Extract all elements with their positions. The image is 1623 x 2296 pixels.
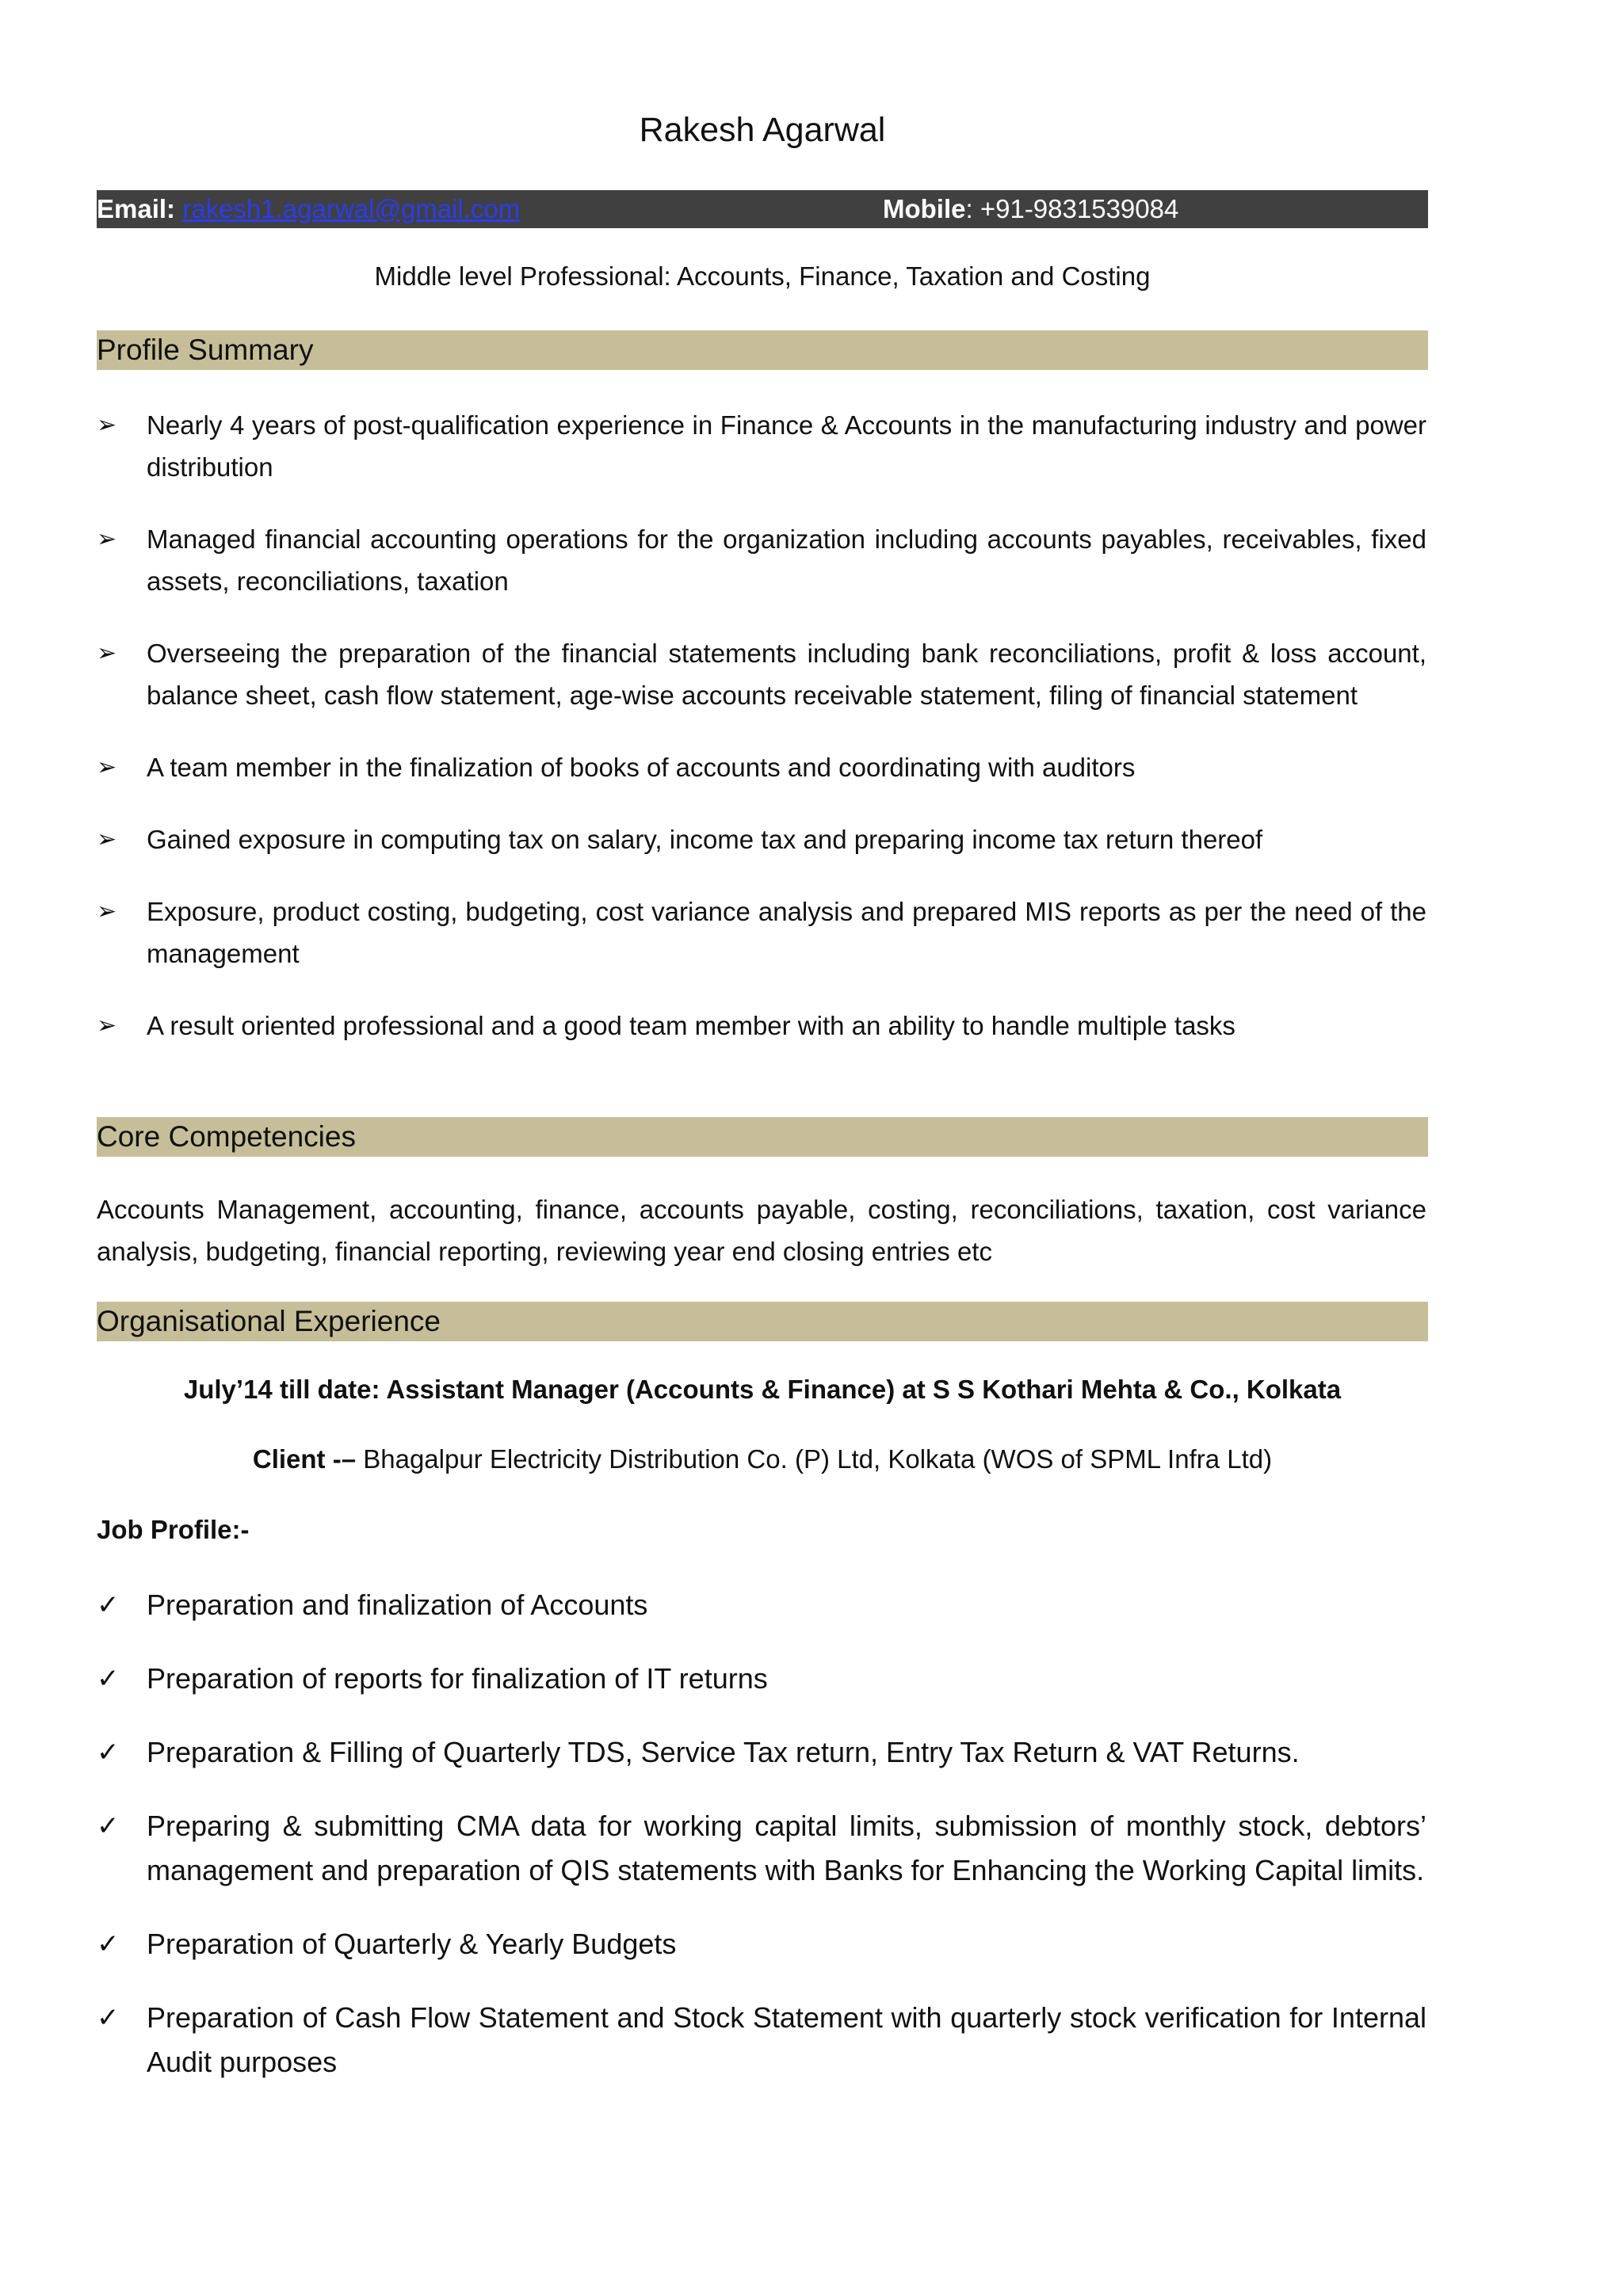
arrow-bullet-icon: ➢ xyxy=(97,898,117,925)
arrow-bullet-icon: ➢ xyxy=(97,640,117,666)
client-label: Client -– xyxy=(252,1444,357,1474)
list-item xyxy=(97,891,1426,974)
checkmark-icon: ✓ xyxy=(97,1664,120,1694)
list-item xyxy=(97,1657,1426,1701)
job-profile-list xyxy=(97,1583,1426,2084)
list-item xyxy=(97,818,1426,860)
mobile-value: : +91-9831539084 xyxy=(965,194,1179,223)
checkmark-icon: ✓ xyxy=(97,1590,120,1620)
core-competencies-text: Accounts Management, accounting, finance, accounts payable, costing, reconciliations, taxation, cost variance analysis, budgeting, financial reporting, reviewing year end closing entries etc xyxy=(97,1195,1426,1266)
mobile-label: Mobile xyxy=(883,194,966,223)
list-item-text: A result oriented professional and a good team member with an ability to handle multiple tasks xyxy=(147,1011,1235,1040)
list-item xyxy=(97,1730,1426,1775)
arrow-bullet-icon: ➢ xyxy=(97,412,117,438)
professional-tagline: Middle level Professional: Accounts, Finance, Taxation and Costing xyxy=(374,261,1151,291)
section-heading-profile-summary: Profile Summary xyxy=(97,330,1428,370)
email-label: Email: xyxy=(97,194,176,223)
list-item-text: Gained exposure in computing tax on salary, income tax and preparing income tax return thereof xyxy=(147,825,1263,854)
job-profile-label: Job Profile:- xyxy=(97,1515,250,1544)
list-item xyxy=(97,1005,1426,1047)
client-value: Bhagalpur Electricity Distribution Co. (P) Ltd, Kolkata (WOS of SPML Infra Ltd) xyxy=(356,1444,1273,1474)
section-heading-core-competencies: Core Competencies xyxy=(97,1117,1428,1157)
list-item-text: Preparation & Filling of Quarterly TDS, Service Tax return, Entry Tax Return & VAT Returns. xyxy=(147,1736,1300,1768)
list-item-text: Nearly 4 years of post-qualification experience in Finance & Accounts in the manufacturing industry and power distribution xyxy=(147,410,1426,482)
list-item-text: Preparation and finalization of Accounts xyxy=(147,1589,648,1621)
list-item-text: Exposure, product costing, budgeting, cost variance analysis and prepared MIS reports as per the need of the management xyxy=(147,897,1426,968)
list-item xyxy=(97,404,1426,488)
list-item-text: Preparing & submitting CMA data for working capital limits, submission of monthly stock, debtors’ management and preparation of QIS statements with Banks for Enhancing the Working Capital limits. xyxy=(147,1810,1426,1886)
email-block xyxy=(97,190,520,228)
contact-bar xyxy=(97,190,1428,228)
list-item xyxy=(97,632,1426,716)
checkmark-icon: ✓ xyxy=(97,1811,120,1841)
list-item xyxy=(97,1996,1426,2084)
client-line xyxy=(0,1444,1525,1474)
list-item xyxy=(97,1922,1426,1966)
list-item xyxy=(97,746,1426,788)
checkmark-icon: ✓ xyxy=(97,1929,120,1959)
profile-summary-list xyxy=(97,404,1426,1047)
section-heading-organisational-experience: Organisational Experience xyxy=(97,1302,1428,1341)
list-item xyxy=(97,1804,1426,1893)
list-item-text: Preparation of Quarterly & Yearly Budgets xyxy=(147,1928,677,1960)
candidate-name: Rakesh Agarwal xyxy=(639,111,886,149)
arrow-bullet-icon: ➢ xyxy=(97,526,117,552)
list-item-text: Preparation of Cash Flow Statement and Stock Statement with quarterly stock verification for Internal Audit purposes xyxy=(147,2001,1426,2078)
list-item xyxy=(97,518,1426,602)
list-item-text: A team member in the finalization of books of accounts and coordinating with auditors xyxy=(147,753,1136,782)
arrow-bullet-icon: ➢ xyxy=(97,826,117,852)
arrow-bullet-icon: ➢ xyxy=(97,1013,117,1039)
checkmark-icon: ✓ xyxy=(97,1737,120,1768)
list-item-text: Managed financial accounting operations for the organization including accounts payables, receivables, fixed assets, reconciliations, taxation xyxy=(147,524,1426,596)
checkmark-icon: ✓ xyxy=(97,2003,120,2033)
list-item-text: Overseeing the preparation of the financial statements including bank reconciliations, profit & loss account, balance sheet, cash flow statement, age-wise accounts receivable statement, filing of financial statement xyxy=(147,639,1426,710)
list-item-text: Preparation of reports for finalization of IT returns xyxy=(147,1662,768,1695)
arrow-bullet-icon: ➢ xyxy=(97,754,117,780)
position-title: July’14 till date: Assistant Manager (Accounts & Finance) at S S Kothari Mehta & Co., Kolkata xyxy=(183,1375,1342,1404)
mobile-block xyxy=(883,190,1178,228)
email-link[interactable]: rakesh1.agarwal@gmail.com xyxy=(182,194,521,223)
list-item xyxy=(97,1583,1426,1627)
